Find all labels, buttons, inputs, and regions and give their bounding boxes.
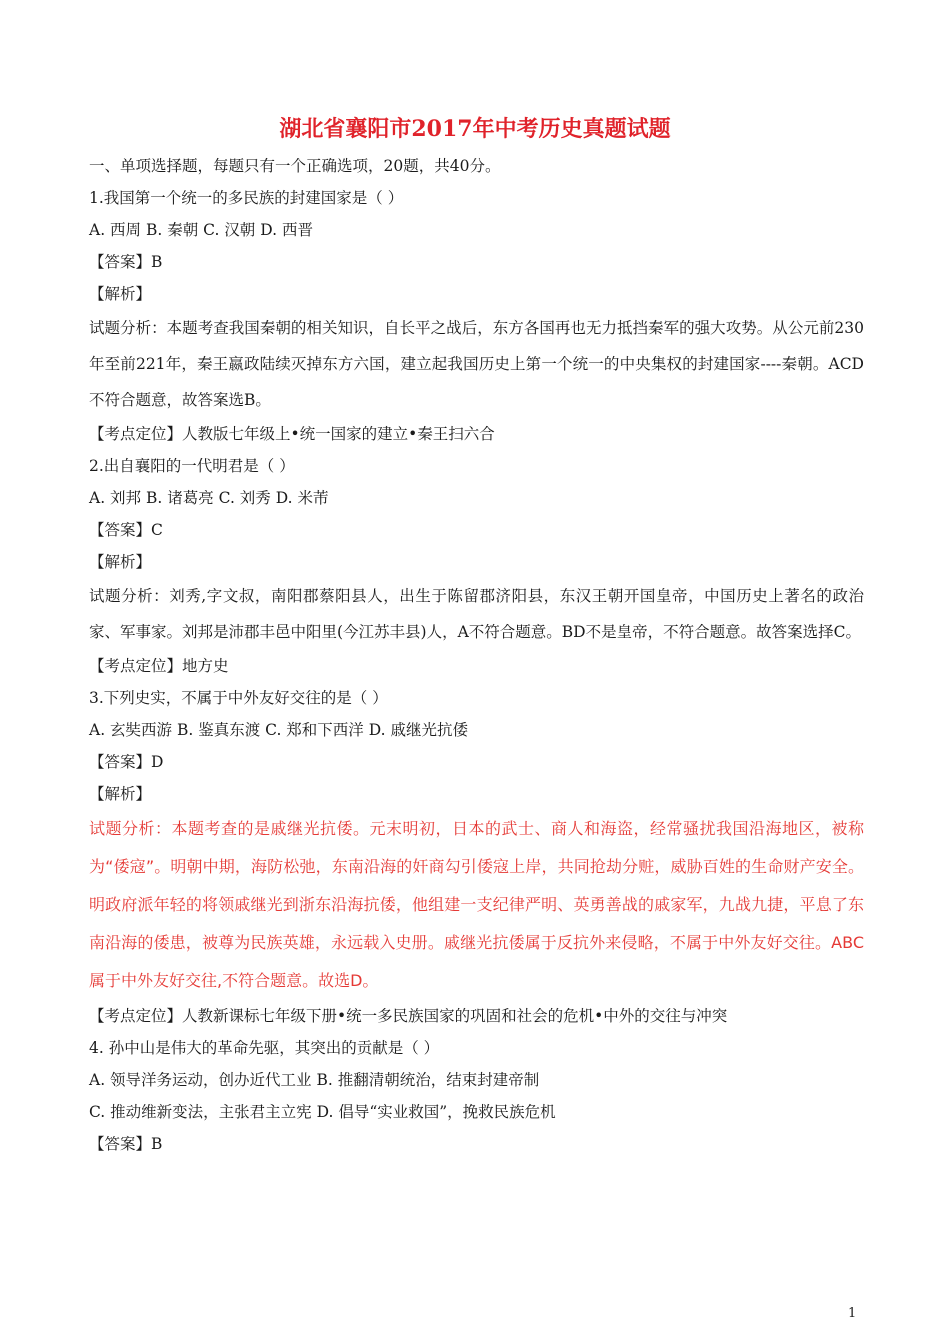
question-options: A. 刘邦 B. 诸葛亮 C. 刘秀 D. 米芾 [89,489,329,507]
analysis-label: 【解析】 [89,553,152,571]
answer-line: 【答案】D [89,753,164,771]
question-options: A. 领导洋务运动，创办近代工业 B. 推翻清朝统治，结束封建帝制 [89,1071,540,1089]
question-options: A. 西周 B. 秦朝 C. 汉朝 D. 西晋 [89,221,313,239]
question-stem: 1.我国第一个统一的多民族的封建国家是（ ） [89,189,404,207]
page-number: 1 [848,1306,857,1321]
knowledge-point: 【考点定位】人教版七年级上•统一国家的建立•秦王扫六合 [89,425,495,443]
answer-line: 【答案】B [89,253,163,271]
analysis-label: 【解析】 [89,785,152,803]
question-stem: 4. 孙中山是伟大的革命先驱，其突出的贡献是（ ） [89,1039,440,1057]
analysis-text: 试题分析：本题考查我国秦朝的相关知识，自长平之战后，东方各国再也无力抵挡秦军的强大攻势。从公元前230年至前221年，秦王嬴政陆续灭掉东方六国，建立起我国历史上第一个统一的中央集权的封建国家----秦朝。ACD不符合题意，故答案选B。 [89,319,864,409]
analysis-text-highlighted: 试题分析：本题考查的是戚继光抗倭。元末明初，日本的武士、商人和海盗，经常骚扰我国沿海地区，被称为“倭寇”。明朝中期，海防松弛，东南沿海的奸商勾引倭寇上岸，共同抢劫分赃，威胁百姓的生命财产安全。明政府派年轻的将领戚继光到浙东沿海抗倭，他组建一支纪律严明、英勇善战的戚家军，九战九捷，平息了东南沿海的倭患，被尊为民族英雄，永远载入史册。戚继光抗倭属于反抗外来侵略，不属于中外友好交往。ABC属于中外友好交往,不符合题意。故选D。 [89,819,864,990]
question-stem: 2.出自襄阳的一代明君是（ ） [89,457,295,475]
analysis-text: 试题分析：刘秀,字文叔，南阳郡蔡阳县人，出生于陈留郡济阳县，东汉王朝开国皇帝，中国历史上著名的政治家、军事家。刘邦是沛郡丰邑中阳里(今江苏丰县)人，A不符合题意。BD不是皇帝，不符合题意。故答案选择C。 [89,587,864,641]
section-header: 一、单项选择题，每题只有一个正确选项，20题，共40分。 [89,157,501,175]
answer-line: 【答案】C [89,521,163,539]
question-stem: 3.下列史实，不属于中外友好交往的是（ ） [89,689,388,707]
knowledge-point: 【考点定位】人教新课标七年级下册•统一多民族国家的巩固和社会的危机•中外的交往与冲突 [89,1007,728,1025]
knowledge-point: 【考点定位】地方史 [89,657,229,675]
document-body [89,150,864,1160]
answer-line: 【答案】B [89,1135,163,1153]
analysis-label: 【解析】 [89,285,152,303]
document-title: 湖北省襄阳市2017年中考历史真题试题 [279,116,671,142]
question-options: C. 推动维新变法，主张君主立宪 D. 倡导“实业救国”，挽救民族危机 [89,1103,556,1121]
question-options: A. 玄奘西游 B. 鉴真东渡 C. 郑和下西洋 D. 戚继光抗倭 [89,721,468,739]
